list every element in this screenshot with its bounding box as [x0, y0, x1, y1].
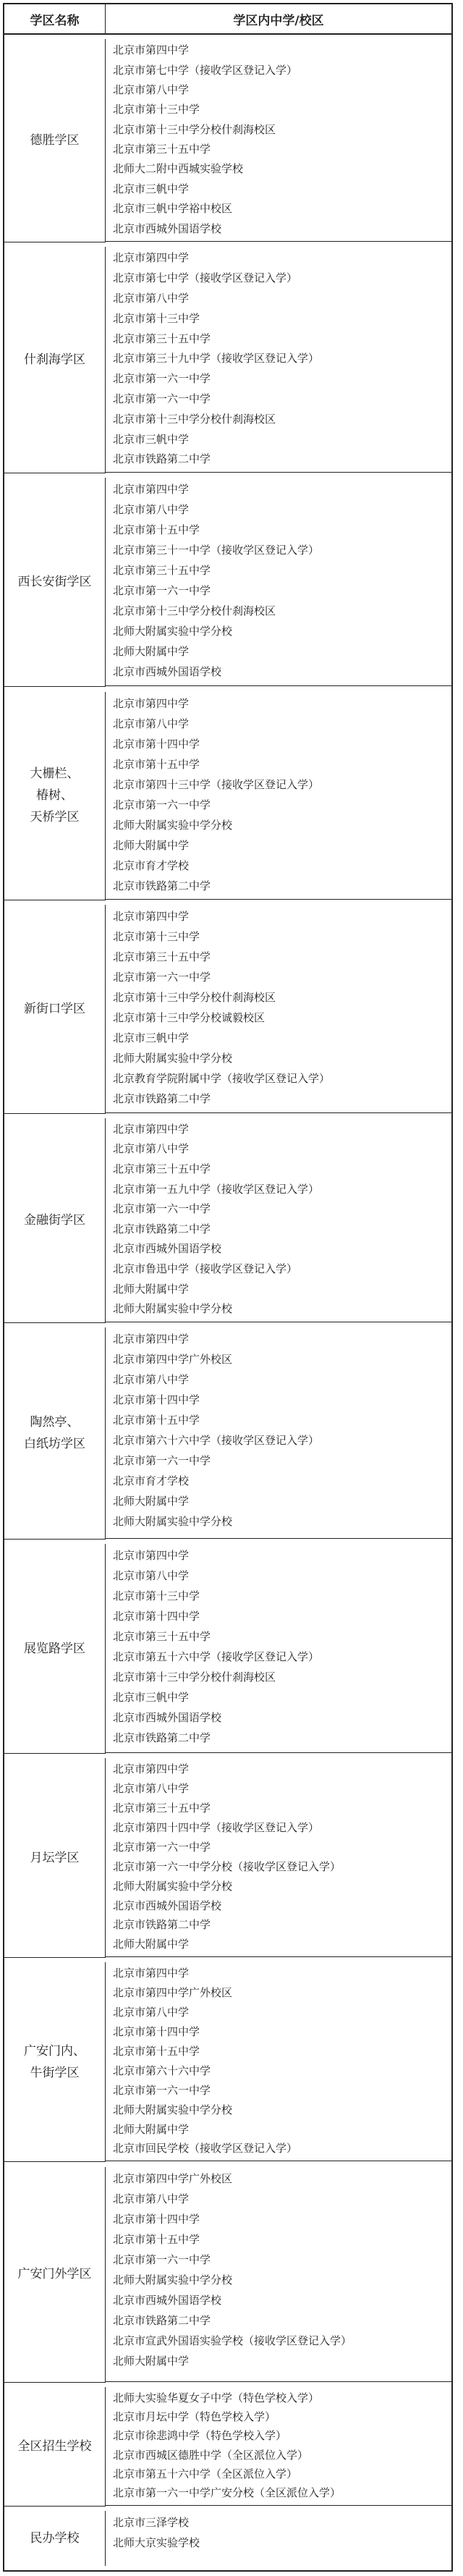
school-item: 北京市第四中学: [113, 251, 190, 265]
school-item: 北京市铁路第二中学: [113, 1222, 211, 1236]
school-item: 北京市第七中学（接收学区登记入学）: [113, 63, 298, 77]
school-item: 北师大附属实验中学分校: [113, 1302, 233, 1316]
school-item: 北京市西城外国语学校: [113, 2293, 222, 2307]
district-name: [4, 39, 106, 242]
school-item: 北京市西城外国语学校: [113, 1899, 222, 1912]
school-item: 北京市第五十六中学（接收学区登记入学）: [113, 1650, 320, 1664]
school-item: 北京市第一六一中学: [113, 1202, 211, 1216]
school-item: 北京市第一五九中学（接收学区登记入学）: [113, 1182, 320, 1196]
school-item: 北师大附属实验中学分校: [113, 2273, 233, 2286]
school-item: 北京市第十三中学: [113, 929, 200, 943]
school-item: 北京市第十五中学: [113, 2232, 200, 2246]
school-item: 北京市第十三中学分校诚毅校区: [113, 1010, 266, 1024]
school-item: 北京市铁路第二中学: [113, 2313, 211, 2327]
school-item: 北京市铁路第二中学: [113, 879, 211, 892]
school-item: 北师大附属中学: [113, 1938, 190, 1951]
school-item: 北京市第四中学: [113, 696, 190, 710]
school-item: 北京市第三十五中学: [113, 1630, 211, 1644]
district-name: [4, 905, 106, 1114]
school-item: 北京市徐悲鸿中学（特色学校入学）: [113, 2429, 287, 2443]
district-name: [4, 1118, 106, 1323]
district-name: [4, 1327, 106, 1540]
school-list: [106, 478, 451, 686]
school-item: 北京市第三十一中学（接收学区登记入学）: [113, 544, 320, 557]
school-item: 北师大附属实验中学分校: [113, 1514, 233, 1528]
school-item: 北师大附属中学: [113, 838, 190, 852]
school-item: 北京市第四中学广外校区: [113, 1986, 233, 2000]
school-item: 北京市铁路第二中学: [113, 1918, 211, 1932]
school-item: 北京市第八中学: [113, 291, 190, 305]
district-name-line: 什刹海学区: [24, 352, 85, 368]
school-item: 北京市第七中学（接收学区登记入学）: [113, 271, 298, 285]
school-item: 北京市第三十五中学: [113, 1162, 211, 1176]
school-item: 北师大附属实验中学分校: [113, 1051, 233, 1065]
school-item: 北京市育才学校: [113, 1474, 190, 1487]
school-item: 北京市第一六一中学: [113, 2252, 211, 2266]
school-list: [106, 1544, 451, 1753]
school-item: 北京市第一六一中学: [113, 392, 211, 405]
school-item: 北京市第一六一中学: [113, 372, 211, 386]
school-item: 北京市宣武外国语实验学校（接收学区登记入学）: [113, 2334, 352, 2347]
school-item: 北京市第一六一中学: [113, 1453, 211, 1467]
district-name: [4, 478, 106, 687]
school-item: 北师大附属实验中学分校: [113, 2103, 233, 2116]
district-name: [4, 247, 106, 473]
school-item: 北京市第八中学: [113, 83, 190, 96]
school-item: 北京市第十三中学: [113, 311, 200, 325]
header-district-name: 学区名称: [4, 4, 106, 35]
district-name: [4, 1962, 106, 2162]
district-name: [4, 2167, 106, 2383]
school-item: 北京市三帆中学: [113, 182, 190, 195]
school-item: 北师大京实验学校: [113, 2535, 200, 2549]
school-item: 北京市第一六一中学: [113, 2083, 211, 2097]
district-name-line: 陶然亭、: [30, 1414, 80, 1430]
school-item: 北京市第十五中学: [113, 2044, 200, 2058]
school-item: 北京市第一六一中学: [113, 1840, 211, 1854]
school-item: 北京市西城外国语学校: [113, 221, 222, 235]
school-item: 北京市第四中学: [113, 1762, 190, 1776]
school-item: 北京市第八中学: [113, 1782, 190, 1796]
header-schools: 学区内中学/校区: [106, 4, 451, 35]
school-item: 北京市第三十五中学: [113, 143, 211, 156]
school-item: 北师大附属实验中学分校: [113, 818, 233, 832]
district-name-line: 新街口学区: [24, 1001, 85, 1016]
school-item: 北京市第十三中学分校什刹海校区: [113, 412, 276, 426]
school-item: 北京市第十四中学: [113, 737, 200, 751]
district-name: [4, 1758, 106, 1958]
school-list: [106, 1327, 451, 1539]
school-item: 北京市月坛中学（特色学校入学）: [113, 2410, 276, 2424]
school-item: 北京市回民学校（接收学区登记入学）: [113, 2142, 298, 2155]
school-item: 北师大附属实验中学分校: [113, 625, 233, 638]
school-list: [106, 2167, 451, 2382]
district-name-line: 广安门内、: [24, 2043, 85, 2058]
district-name-line: 椿树、: [36, 788, 73, 803]
school-item: 北京市第八中学: [113, 717, 190, 730]
school-item: 北京市第八中学: [113, 1142, 190, 1156]
school-item: 北师大附属中学: [113, 1282, 190, 1296]
school-item: 北京市第四中学广外校区: [113, 1352, 233, 1366]
school-item: 北京市第十五中学: [113, 757, 200, 771]
school-item: 北京市铁路第二中学: [113, 452, 211, 466]
school-list: [106, 39, 451, 242]
school-item: 北京市第三十九中学（接收学区登记入学）: [113, 352, 320, 366]
school-item: 北师大附属中学: [113, 645, 190, 659]
school-item: 北京市第一六一中学分校（接收学区登记入学）: [113, 1859, 341, 1873]
school-list: [106, 2387, 451, 2506]
school-item: 北京市第一六一中学广安分校（全区派位入学）: [113, 2486, 341, 2500]
school-item: 北京市第十三中学分校什刹海校区: [113, 122, 276, 136]
school-item: 北京市第一六一中学: [113, 970, 211, 984]
school-item: 北京市第十三中学分校什刹海校区: [113, 604, 276, 618]
school-item: 北京市第三十五中学: [113, 564, 211, 578]
school-item: 北京市第四中学: [113, 1122, 190, 1136]
school-item: 北师大附属中学: [113, 2354, 190, 2368]
school-item: 北京市第三十五中学: [113, 1802, 211, 1815]
school-item: 北京市三帆中学: [113, 1691, 190, 1705]
school-item: 北京市第四中学: [113, 909, 190, 923]
school-item: 北京市第八中学: [113, 2192, 190, 2205]
district-name-line: 白纸坊学区: [24, 1436, 85, 1451]
school-item: 北京市铁路第二中学: [113, 1731, 211, 1745]
school-item: 北京教育学院附属中学（接收学区登记入学）: [113, 1071, 331, 1085]
school-item: 北京市三帆中学: [113, 432, 190, 446]
school-item: 北京市第十四中学: [113, 2025, 200, 2039]
school-item: 北京市第十三中学分校什刹海校区: [113, 990, 276, 1004]
district-name: [4, 2387, 106, 2507]
school-item: 北京市第十四中学: [113, 1393, 200, 1406]
district-name-line: 月坛学区: [30, 1850, 80, 1865]
district-name-line: 全区招生学校: [17, 2438, 92, 2454]
school-item: 北京市第四中学: [113, 1332, 190, 1346]
school-item: 北京市育才学校: [113, 858, 190, 872]
school-item: 北京市第四十三中学（接收学区登记入学）: [113, 777, 320, 791]
school-item: 北京市三泽学校: [113, 2515, 190, 2529]
school-item: 北京市第四中学: [113, 43, 190, 57]
school-item: 北京市第四中学广外校区: [113, 2171, 233, 2185]
district-name-line: 展览路学区: [24, 1641, 85, 1656]
district-name: [4, 1544, 106, 1754]
school-item: 北京市第八中学: [113, 503, 190, 517]
school-item: 北京市第四中学: [113, 1967, 190, 1980]
school-item: 北师大附属实验中学分校: [113, 1879, 233, 1893]
school-list: [106, 905, 451, 1113]
school-item: 北京市第六十六中学: [113, 2064, 211, 2077]
school-item: 北京市第四中学: [113, 483, 190, 497]
school-item: 北京市第八中学: [113, 1569, 190, 1583]
district-name-line: 民办学校: [30, 2530, 80, 2546]
district-name-line: 天桥学区: [30, 810, 80, 825]
school-item: 北京市第三十五中学: [113, 331, 211, 345]
school-item: 北京市第三十五中学: [113, 950, 211, 963]
district-name-line: 大栅栏、: [30, 767, 80, 782]
district-name: [4, 2511, 106, 2566]
school-list: [106, 1118, 451, 1322]
school-item: 北京市第四中学: [113, 1549, 190, 1563]
district-name-line: 牛街学区: [30, 2065, 80, 2080]
school-list: [106, 2511, 451, 2566]
district-name-line: 德胜学区: [30, 133, 80, 148]
school-item: 北京市第十三中学: [113, 1589, 200, 1603]
school-item: 北京市第十四中学: [113, 2212, 200, 2226]
school-item: 北京市第一六一中学: [113, 584, 211, 598]
school-item: 北京市第十五中学: [113, 523, 200, 537]
school-item: 北京市第八中学: [113, 1372, 190, 1386]
school-item: 北京市鲁迅中学（接收学区登记入学）: [113, 1262, 298, 1275]
school-list: [106, 1758, 451, 1957]
school-item: 北师大实验华夏女子中学（特色学校入学）: [113, 2391, 320, 2404]
school-item: 北京市第六十六中学（接收学区登记入学）: [113, 1433, 320, 1447]
school-item: 北京市第四十四中学（接收学区登记入学）: [113, 1820, 320, 1834]
school-item: 北京市西城外国语学校: [113, 665, 222, 679]
school-item: 北京市三帆中学: [113, 1031, 190, 1044]
school-list: [106, 692, 451, 900]
school-item: 北京市第五十六中学（全区派位入学）: [113, 2467, 298, 2480]
school-district-table: [3, 3, 453, 2572]
school-item: 北京市西城外国语学校: [113, 1242, 222, 1256]
district-name-line: 广安门外学区: [17, 2267, 92, 2282]
school-list: [106, 247, 451, 473]
school-item: 北京市西城区德胜中学（全区派位入学）: [113, 2448, 309, 2462]
district-name-line: 金融街学区: [24, 1212, 85, 1228]
school-item: 北京市三帆中学裕中校区: [113, 202, 233, 216]
school-item: 北京市第十四中学: [113, 1610, 200, 1623]
district-name: [4, 692, 106, 900]
school-item: 北京市第十三中学分校什刹海校区: [113, 1671, 276, 1684]
school-list: [106, 1962, 451, 2161]
school-item: 北师大附属中学: [113, 1494, 190, 1508]
school-item: 北京市西城外国语学校: [113, 1711, 222, 1725]
district-name-line: 西长安街学区: [17, 575, 92, 590]
school-item: 北师大二附中西城实验学校: [113, 162, 244, 176]
school-item: 北京市第一六一中学: [113, 798, 211, 811]
school-item: 北京市第八中学: [113, 2006, 190, 2019]
school-item: 北京市第十五中学: [113, 1413, 200, 1427]
school-item: 北京市铁路第二中学: [113, 1091, 211, 1105]
school-item: 北师大附属中学: [113, 2122, 190, 2136]
school-item: 北京市第十三中学: [113, 103, 200, 117]
